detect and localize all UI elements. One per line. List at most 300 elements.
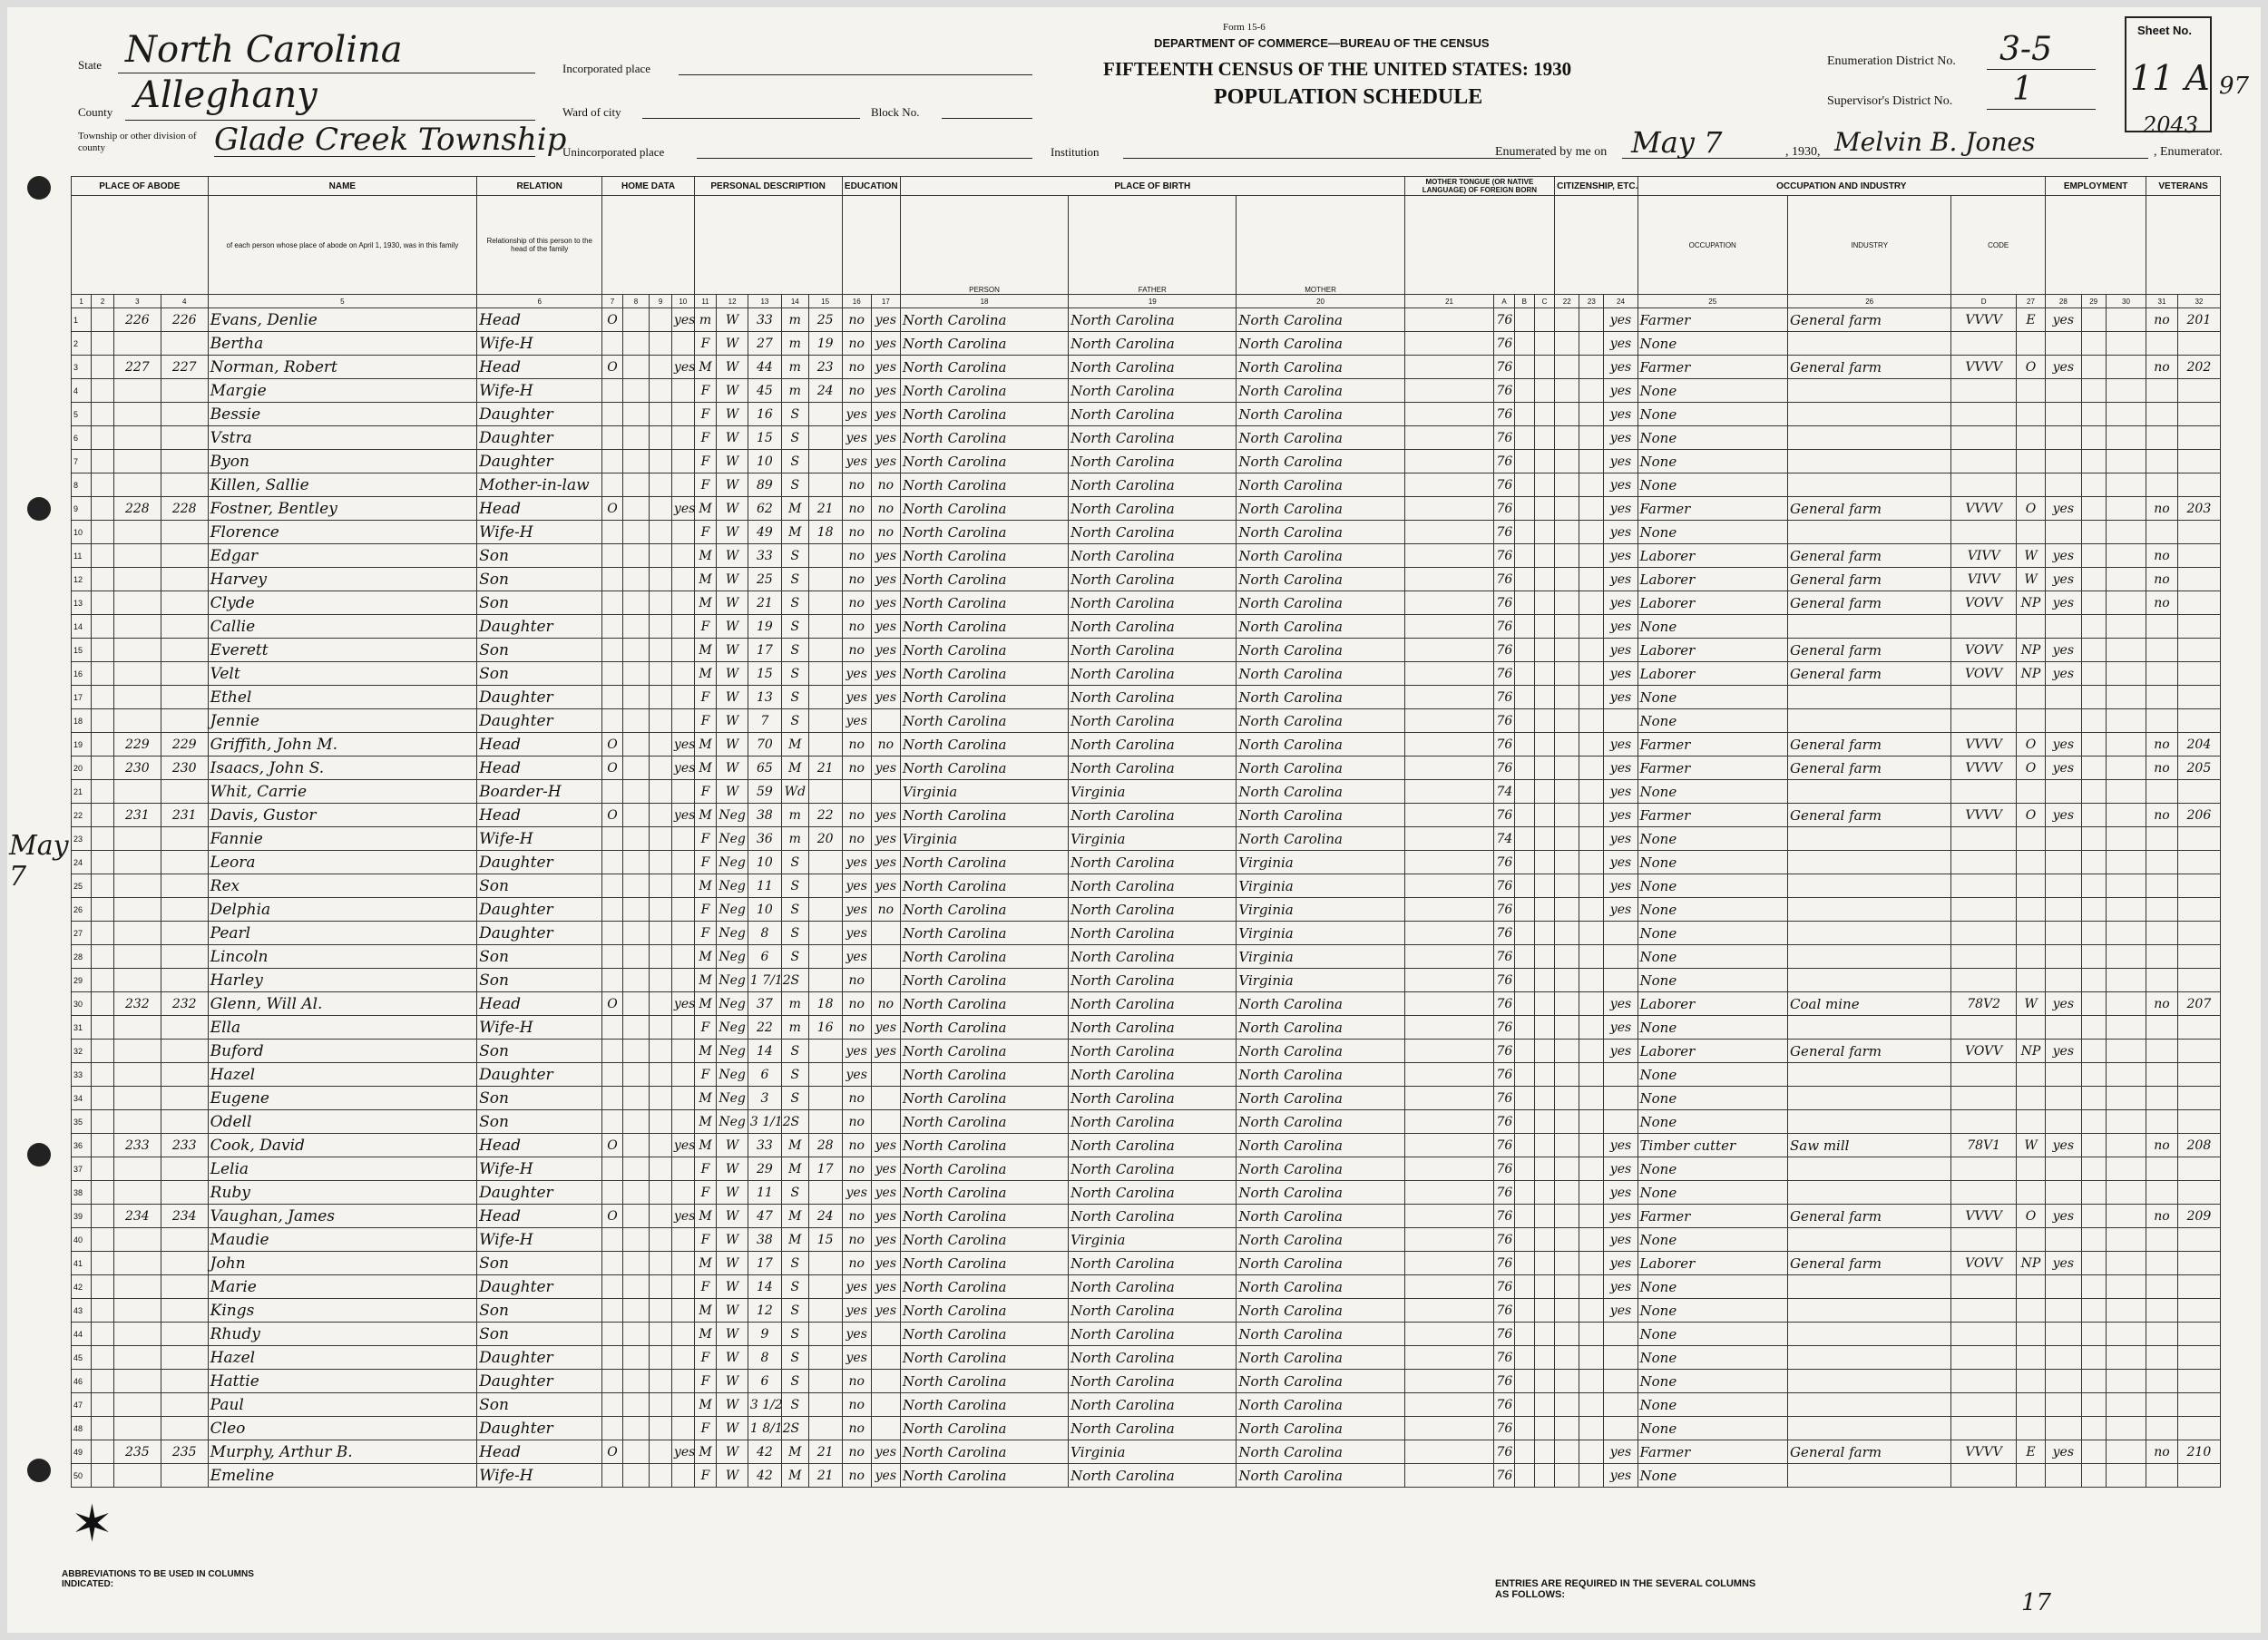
empty-cell [1534,992,1554,1016]
cell-code: 76 [1494,308,1514,332]
cell-cls [2016,403,2045,426]
line-number-cell: 47 [72,1393,92,1417]
empty-cell [2106,945,2146,969]
cell-eng: yes [1604,1157,1637,1181]
cell-rel: Son [477,1040,602,1063]
empty-cell [2081,1016,2106,1040]
cell-mbp: North Carolina [1237,1346,1404,1370]
cell-name: Everett [208,639,476,662]
abbreviations-title: ABBREVIATIONS TO BE USED IN COLUMNS INDICATED: [62,1569,254,1589]
column-number: 25 [1637,295,1787,308]
line-number-cell: 14 [72,615,92,639]
cell-cls [2016,1299,2045,1323]
empty-cell [622,1393,650,1417]
cell-occ: None [1637,1299,1787,1323]
empty-cell [1534,1393,1554,1417]
cell-cls: W [2016,1134,2045,1157]
empty-cell [92,874,114,898]
cell-fs: 204 [2177,733,2220,757]
cell-farm [671,1393,694,1417]
empty-cell [1555,1181,1579,1205]
table-row [72,709,2221,733]
empty-cell [1534,780,1554,804]
empty-cell [1534,544,1554,568]
table-row [72,568,2221,591]
cell-bp: Virginia [900,780,1068,804]
cell-vet: no [2146,1440,2178,1464]
cell-emp [2046,1299,2082,1323]
cell-emp [2046,426,2082,450]
cell-code: 76 [1494,898,1514,922]
empty-cell [622,1157,650,1181]
cell-race: W [717,709,748,733]
empty-cell [2081,1275,2106,1299]
cell-vet [2146,1417,2178,1440]
cell-sex: F [694,332,717,356]
cell-own: O [602,497,622,521]
line-number-cell: 43 [72,1299,92,1323]
cell-code: 76 [1494,686,1514,709]
cell-read: yes [871,356,900,379]
cell-farm [671,1323,694,1346]
cell-cls: W [2016,992,2045,1016]
empty-cell [1555,686,1579,709]
cell-bp: North Carolina [900,1016,1068,1040]
empty-cell [1404,332,1494,356]
empty-cell [1404,568,1494,591]
cell-sex: M [694,1205,717,1228]
cell-mbp: North Carolina [1237,709,1404,733]
column-number: 22 [1555,295,1579,308]
group-name: NAME [208,177,476,196]
empty-cell [650,544,672,568]
cell-read: no [871,473,900,497]
cell-dw: 233 [113,1134,161,1157]
cell-sch: no [842,1205,871,1228]
cell-own [602,1228,622,1252]
empty-cell [1514,922,1534,945]
cell-fam [161,426,208,450]
empty-cell [2081,804,2106,827]
cell-eng: yes [1604,639,1637,662]
cell-cls [2016,473,2045,497]
cell-eng: yes [1604,473,1637,497]
cell-race: W [717,757,748,780]
cell-mbp: North Carolina [1237,521,1404,544]
cell-mbp: North Carolina [1237,639,1404,662]
cell-own: O [602,308,622,332]
table-row [72,1464,2221,1488]
empty-cell [650,1346,672,1370]
group-home-data: HOME DATA [602,177,694,196]
name-description: of each person whose place of abode on April 1, 1930, was in this family [208,196,476,295]
empty-cell [2081,497,2106,521]
cell-vet: no [2146,1134,2178,1157]
table-row [72,1157,2221,1181]
cell-sch: yes [842,662,871,686]
cell-rel: Son [477,1299,602,1323]
empty-cell [1579,662,1604,686]
empty-cell [650,827,672,851]
cell-sch: no [842,521,871,544]
line-number-cell: 18 [72,709,92,733]
line-number-cell: 15 [72,639,92,662]
cell-name: Vstra [208,426,476,450]
cell-emp: yes [2046,497,2082,521]
empty-cell [2106,1134,2146,1157]
empty-cell [650,473,672,497]
cell-mar: S [781,473,808,497]
cell-ind [1788,332,1951,356]
empty-cell [2106,686,2146,709]
cell-cd [1951,1110,2017,1134]
table-row [72,1346,2221,1370]
cell-code: 76 [1494,1181,1514,1205]
cell-occ: Laborer [1637,544,1787,568]
empty-cell [1514,1393,1534,1417]
line-number-cell: 4 [72,379,92,403]
cell-sch: no [842,757,871,780]
cell-emp [2046,1464,2082,1488]
cell-emp [2046,969,2082,992]
cell-cd [1951,780,2017,804]
cell-eng: yes [1604,898,1637,922]
cell-name: Leora [208,851,476,874]
cell-mar: S [781,639,808,662]
line-number-cell: 35 [72,1110,92,1134]
punch-hole-3 [27,1143,51,1167]
cell-race: Neg [717,851,748,874]
empty-cell [650,308,672,332]
cell-farm [671,332,694,356]
empty-cell [1579,827,1604,851]
empty-cell [1404,851,1494,874]
cell-eng: yes [1604,544,1637,568]
cell-fam [161,379,208,403]
cell-dw [113,662,161,686]
cell-occ: Laborer [1637,992,1787,1016]
empty-cell [622,1370,650,1393]
cell-race: W [717,1205,748,1228]
empty-cell [1555,1110,1579,1134]
cell-emp: yes [2046,992,2082,1016]
cell-age: 7 [748,709,781,733]
line-number-cell: 48 [72,1417,92,1440]
cell-sex: M [694,757,717,780]
cell-dw [113,1157,161,1181]
cell-occ: None [1637,1087,1787,1110]
empty-cell [1579,1464,1604,1488]
empty-cell [1555,379,1579,403]
cell-mbp: North Carolina [1237,733,1404,757]
group-place-of-birth: PLACE OF BIRTH [900,177,1404,196]
cell-own [602,1323,622,1346]
cell-fbp: North Carolina [1069,1157,1237,1181]
cell-occ: None [1637,1157,1787,1181]
cell-dw [113,874,161,898]
cell-afm [808,945,842,969]
cell-age: 25 [748,568,781,591]
cell-afm [808,922,842,945]
cell-age: 11 [748,874,781,898]
cell-fs [2177,827,2220,851]
cell-rel: Head [477,356,602,379]
cell-occ: None [1637,1417,1787,1440]
cell-fbp: North Carolina [1069,662,1237,686]
cell-read [871,1323,900,1346]
empty-cell [1404,591,1494,615]
empty-cell [650,1110,672,1134]
cell-code: 76 [1494,450,1514,473]
line-number-cell: 30 [72,992,92,1016]
cell-rel: Son [477,568,602,591]
cell-afm [808,1299,842,1323]
cell-afm [808,851,842,874]
cell-occ: None [1637,426,1787,450]
cell-fam [161,874,208,898]
empty-cell [92,922,114,945]
empty-cell [2081,969,2106,992]
cell-sex: F [694,1417,717,1440]
cell-mar: S [781,1040,808,1063]
empty-cell [622,473,650,497]
cell-farm [671,1087,694,1110]
cell-own [602,1181,622,1205]
cell-sch: yes [842,450,871,473]
empty-cell [2106,780,2146,804]
cell-race: W [717,497,748,521]
cell-read [871,945,900,969]
empty-cell [622,922,650,945]
empty-cell [1404,686,1494,709]
table-row [72,686,2221,709]
cell-code: 76 [1494,332,1514,356]
cell-dw [113,1087,161,1110]
empty-cell [1514,945,1534,969]
cell-sch: no [842,568,871,591]
cell-code: 76 [1494,757,1514,780]
cell-occ: None [1637,1063,1787,1087]
cell-bp: North Carolina [900,1063,1068,1087]
cell-age: 89 [748,473,781,497]
cell-fam [161,1063,208,1087]
cell-cd [1951,1181,2017,1205]
cell-sex: m [694,308,717,332]
empty-cell [2106,450,2146,473]
cell-afm: 21 [808,757,842,780]
cell-cls [2016,1063,2045,1087]
cell-afm [808,1346,842,1370]
cell-bp: North Carolina [900,1464,1068,1488]
cell-dw [113,1016,161,1040]
cell-mbp: North Carolina [1237,686,1404,709]
cell-farm [671,1110,694,1134]
empty-cell [622,686,650,709]
cell-sex: M [694,1440,717,1464]
cell-occ: None [1637,898,1787,922]
empty-cell [1514,1252,1534,1275]
column-number: 2 [92,295,114,308]
empty-cell [622,1181,650,1205]
cell-age: 38 [748,804,781,827]
cell-fam [161,615,208,639]
cell-dw [113,1275,161,1299]
table-row [72,1110,2221,1134]
cell-cd: VIVV [1951,544,2017,568]
empty-cell [1579,1087,1604,1110]
cell-rel: Son [477,874,602,898]
line-number-cell: 37 [72,1157,92,1181]
column-number: 14 [781,295,808,308]
cell-code: 76 [1494,379,1514,403]
cell-sch: no [842,1228,871,1252]
cell-fbp: North Carolina [1069,332,1237,356]
cell-occ: None [1637,780,1787,804]
empty-cell [622,450,650,473]
cell-cd [1951,1157,2017,1181]
cell-ind [1788,1299,1951,1323]
cell-fam: 228 [161,497,208,521]
cell-race: W [717,615,748,639]
cell-emp: yes [2046,1252,2082,1275]
empty-cell [1534,308,1554,332]
empty-cell [1404,1110,1494,1134]
empty-cell [1404,827,1494,851]
cell-sch: yes [842,851,871,874]
cell-mar: M [781,1157,808,1181]
cell-rel: Daughter [477,851,602,874]
cell-emp [2046,450,2082,473]
cell-rel: Son [477,1393,602,1417]
empty-cell [2106,1440,2146,1464]
cell-sch: no [842,1393,871,1417]
cell-vet [2146,1464,2178,1488]
cell-eng [1604,1323,1637,1346]
cell-read: yes [871,827,900,851]
cell-ind [1788,922,1951,945]
cell-sex: F [694,1464,717,1488]
cell-sch: yes [842,686,871,709]
empty-cell [1555,1205,1579,1228]
empty-cell [1555,1252,1579,1275]
supervisor-value: 1 [2012,71,2033,108]
empty-cell [92,686,114,709]
cell-race: W [717,1440,748,1464]
table-row [72,1252,2221,1275]
cell-race: W [717,568,748,591]
empty-cell [1579,898,1604,922]
cell-cls [2016,1157,2045,1181]
cell-cd [1951,1464,2017,1488]
cell-rel: Wife-H [477,521,602,544]
empty-cell [2081,473,2106,497]
birth-father-header: FATHER [1069,196,1237,295]
table-row [72,403,2221,426]
column-number: 18 [900,295,1068,308]
cell-name: Margie [208,379,476,403]
empty-cell [622,874,650,898]
cell-fam [161,1228,208,1252]
empty-cell [1404,780,1494,804]
cell-fs [2177,332,2220,356]
column-number: 24 [1604,295,1637,308]
cell-cd: VVVV [1951,804,2017,827]
empty-cell [1514,1110,1534,1134]
cell-dw [113,615,161,639]
cell-cd: VOVV [1951,662,2017,686]
cell-rel: Head [477,733,602,757]
township-label: Township or other division of county [78,131,197,153]
cell-sex: F [694,827,717,851]
cell-bp: North Carolina [900,992,1068,1016]
cell-mar: m [781,992,808,1016]
cell-ind [1788,1393,1951,1417]
cell-fbp: North Carolina [1069,1063,1237,1087]
empty-cell [92,379,114,403]
cell-fbp: North Carolina [1069,757,1237,780]
cell-cd [1951,1275,2017,1299]
cell-cd [1951,1228,2017,1252]
empty-cell [1534,568,1554,591]
cell-mbp: Virginia [1237,874,1404,898]
empty-cell [1579,1181,1604,1205]
empty-cell [650,639,672,662]
empty-cell [650,1087,672,1110]
cell-age: 42 [748,1464,781,1488]
empty-cell [2081,1417,2106,1440]
cell-vet [2146,662,2178,686]
cell-cd [1951,332,2017,356]
cell-rel: Daughter [477,1417,602,1440]
cell-cls [2016,332,2045,356]
column-number: 17 [871,295,900,308]
empty-cell [2106,1464,2146,1488]
cell-code: 76 [1494,1299,1514,1323]
cell-emp [2046,1393,2082,1417]
empty-cell [2081,1228,2106,1252]
cell-own [602,686,622,709]
empty-cell [622,356,650,379]
cell-cd: VVVV [1951,356,2017,379]
column-number: 7 [602,295,622,308]
cell-read: no [871,733,900,757]
cell-cd [1951,521,2017,544]
cell-fam [161,1252,208,1275]
unincorporated-label: Unincorporated place [562,145,665,159]
empty-cell [1404,874,1494,898]
cell-cls [2016,1016,2045,1040]
cell-bp: North Carolina [900,1440,1068,1464]
cell-eng: yes [1604,992,1637,1016]
cell-ind: General farm [1788,1440,1951,1464]
cell-bp: North Carolina [900,1087,1068,1110]
table-row [72,1228,2221,1252]
cell-rel: Mother-in-law [477,473,602,497]
empty-cell [1534,1134,1554,1157]
cell-ind [1788,1063,1951,1087]
empty-cell [2081,992,2106,1016]
cell-read: yes [871,1134,900,1157]
cell-code: 76 [1494,1157,1514,1181]
abode-subheader [72,196,209,295]
cell-dw [113,1393,161,1417]
cell-vet: no [2146,544,2178,568]
empty-cell [650,426,672,450]
empty-cell [2081,1157,2106,1181]
cell-age: 33 [748,308,781,332]
cell-occ: None [1637,450,1787,473]
empty-cell [1534,639,1554,662]
